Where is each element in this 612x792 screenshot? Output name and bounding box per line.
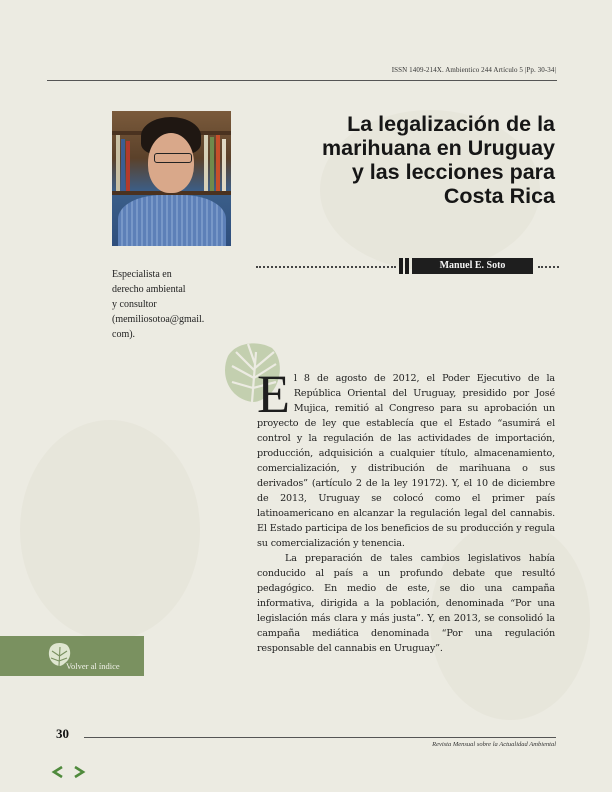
page-number: 30 (56, 726, 69, 741)
title-line: La legalización de la (347, 112, 555, 136)
article-body (257, 364, 555, 656)
byline-bars (399, 258, 409, 274)
body-paragraph: La preparación de tales cambios legislativos había conducido al país a un profundo debate que resultó pedagógico. En medio de este, se dio una campaña informativa, dirigida a la población, denominada “Por una legislación más clara y más justa”. Y, en 2013, se consolidó la campaña mediática denominada “Por una regulación responsable del cannabis en Uruguay”. (257, 553, 555, 654)
drop-cap: E (257, 364, 290, 424)
author-bio (112, 267, 242, 342)
byline-dotted-rule (538, 266, 559, 268)
journal-tagline: Revista Mensual sobre la Actualidad Ambiental (432, 741, 556, 748)
article-title (285, 112, 555, 208)
byline-dotted-rule (256, 266, 396, 268)
footer-rule (84, 737, 556, 738)
chevron-left-icon[interactable] (50, 764, 66, 780)
author-photo (112, 111, 231, 246)
body-paragraph (257, 364, 555, 551)
title-line: y las lecciones para (351, 160, 555, 184)
author-name: Manuel E. Soto (412, 258, 533, 274)
chevron-right-icon[interactable] (71, 764, 87, 780)
paragraph-text: l 8 de agosto de 2012, el Poder Ejecutivo de la República Oriental del Uruguay, presidido por José Mujica, remitió al Congreso para su aprobación un proyecto de ley que establecía que el Estado “asumirá el control y la regulación de las actividades de importación, producción, adquisición a cualquier título, almacenamiento, comercialización, y distribución de marihuana o sus derivados” (artículo 2 de la ley 19172). Y, el 10 de diciembre de 2013, Uruguay se colocó como el primer país latinoamericano en alcanzar la regulación legal del cannabis. El Estado participa de los beneficios de su producción y regula su comercialización y tenencia. (257, 373, 555, 549)
bio-line: y consultor (112, 299, 157, 310)
issn-header: ISSN 1409-214X. Ambientico 244 Artículo 5 |Pp. 30-34| (391, 66, 556, 74)
header-rule (47, 80, 557, 81)
bio-line: Especialista en (112, 269, 172, 280)
title-line: Costa Rica (443, 184, 555, 208)
paper-texture (20, 420, 200, 640)
back-to-index-label[interactable]: Volver al índice (66, 661, 120, 671)
bio-line: (memiliosotoa@gmail. (112, 314, 205, 325)
title-line: marihuana en Uruguay (322, 136, 555, 160)
bio-line: derecho ambiental (112, 284, 186, 295)
bio-line: com). (112, 329, 136, 340)
